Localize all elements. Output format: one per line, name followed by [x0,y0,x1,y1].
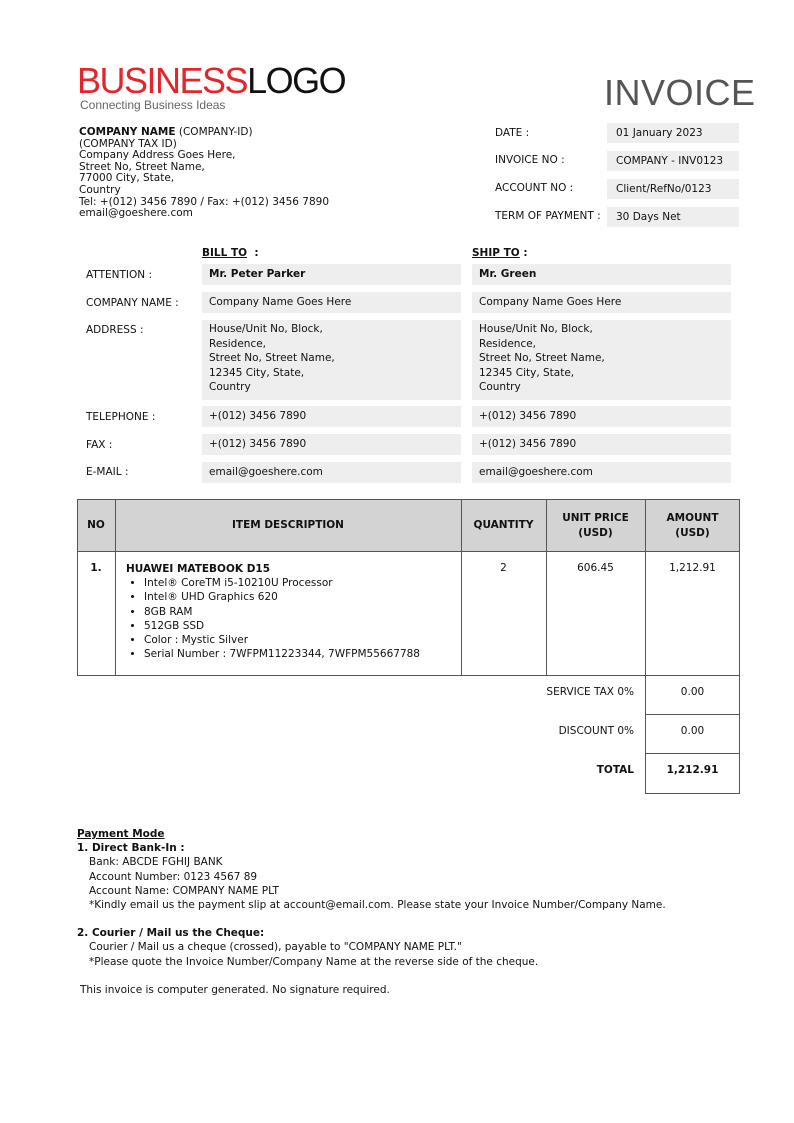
bill-telephone: +(012) 3456 7890 [202,406,461,427]
date-label: DATE : [495,127,530,139]
cheque-title: 2. Courier / Mail us the Cheque: [77,927,265,940]
company-address-line: Country [79,183,121,196]
logo-red-text: BUSINESS [77,60,248,101]
ship-address: House/Unit No, Block, Residence, Street No, Street Name, 12345 City, State, Country [472,320,731,400]
company-address-line: 77000 City, State, [79,172,175,185]
company-tax-id: (COMPANY TAX ID) [79,137,177,150]
ship-attention: Mr. Green [472,264,731,285]
email-label: E-MAIL : [86,466,129,478]
ship-fax: +(012) 3456 7890 [472,434,731,455]
totals-border [645,793,740,794]
bank-note: *Kindly email us the payment slip at account@email.com. Please state your Invoice Number/Company Name. [89,899,666,912]
table-divider [461,499,462,676]
item-spec: • Color : Mystic Silver [144,633,456,647]
item-spec: • Intel® UHD Graphics 620 [144,590,456,604]
totals-border [645,753,740,754]
company-address-line: Company Address Goes Here, [79,149,236,162]
header-no: NO [87,519,105,531]
total-label: TOTAL [596,764,634,776]
company-name-label: COMPANY NAME : [86,297,179,309]
totals-border [645,714,740,715]
table-divider [645,499,646,794]
account-number: Account Number: 0123 4567 89 [89,870,258,883]
computer-generated-note: This invoice is computer generated. No signature required. [80,983,390,996]
header-amount: AMOUNT (USD) [666,511,719,539]
payment-section [77,827,666,997]
bill-address: House/Unit No, Block, Residence, Street No, Street Name, 12345 City, State, Country [202,320,461,400]
company-phone-fax: Tel: +(012) 3456 7890 / Fax: +(012) 3456 7890 [79,195,329,208]
ship-company: Company Name Goes Here [472,292,731,313]
bill-attention: Mr. Peter Parker [202,264,461,285]
company-info [79,127,329,220]
invoice-no-value: COMPANY - INV0123 [607,151,739,171]
item-spec-list [126,576,456,662]
service-tax-value: 0.00 [680,686,705,698]
table-divider [546,499,547,676]
logo-tagline: Connecting Business Ideas [80,98,226,112]
item-amount: 1,212.91 [669,562,716,574]
header-description: ITEM DESCRIPTION [232,519,344,531]
bank-title: 1. Direct Bank-In : [77,842,185,855]
bill-email: email@goeshere.com [202,462,461,483]
payment-term-value: 30 Days Net [607,207,739,227]
bill-to-heading: BILL TO : [202,247,259,259]
cheque-note: *Please quote the Invoice Number/Company Name at the reverse side of the cheque. [89,955,539,968]
fax-label: FAX : [86,439,113,451]
item-spec: • 512GB SSD [144,619,456,633]
account-no-label: ACCOUNT NO : [495,182,574,194]
header-unit-price: UNIT PRICE (USD) [562,511,629,539]
account-no-value: Client/RefNo/0123 [607,179,739,199]
account-name: Account Name: COMPANY NAME PLT [89,884,279,897]
item-quantity: 2 [500,562,507,574]
telephone-label: TELEPHONE : [86,411,156,423]
total-value: 1,212.91 [666,764,719,776]
invoice-no-label: INVOICE NO : [495,154,565,166]
table-border [739,499,740,794]
logo-black-text: LOGO [247,60,346,101]
discount-label: DISCOUNT 0% [558,725,634,737]
item-number: 1. [90,562,102,574]
invoice-title: INVOICE [604,72,756,113]
company-id: (COMPANY-ID) [178,126,253,138]
ship-to-heading: SHIP TO : [472,247,528,259]
table-divider [115,499,116,676]
service-tax-label: SERVICE TAX 0% [546,686,634,698]
table-border [77,499,78,676]
table-row-border [77,675,740,676]
item-spec: • Serial Number : 7WFPM11223344, 7WFPM55667788 [144,647,456,661]
ship-email: email@goeshere.com [472,462,731,483]
item-description [126,562,456,662]
bank-name: Bank: ABCDE FGHIJ BANK [89,856,223,869]
date-value: 01 January 2023 [607,123,739,143]
header-quantity: QUANTITY [473,519,534,531]
payment-term-label: TERM OF PAYMENT : [495,210,601,222]
item-spec: • 8GB RAM [144,605,456,619]
company-email: email@goeshere.com [79,207,193,220]
discount-value: 0.00 [680,725,705,737]
payment-title: Payment Mode [77,828,165,840]
attention-label: ATTENTION : [86,269,153,281]
bill-fax: +(012) 3456 7890 [202,434,461,455]
business-logo [77,62,345,100]
address-label: ADDRESS : [86,324,144,336]
item-unit-price: 606.45 [577,562,614,574]
item-spec: • Intel® CoreTM i5-10210U Processor [144,576,456,590]
cheque-line: Courier / Mail us a cheque (crossed), payable to "COMPANY NAME PLT." [89,941,462,954]
bill-company: Company Name Goes Here [202,292,461,313]
ship-telephone: +(012) 3456 7890 [472,406,731,427]
company-address-line: Street No, Street Name, [79,160,205,173]
company-name: COMPANY NAME [79,126,176,138]
item-name: HUAWEI MATEBOOK D15 [126,563,271,575]
